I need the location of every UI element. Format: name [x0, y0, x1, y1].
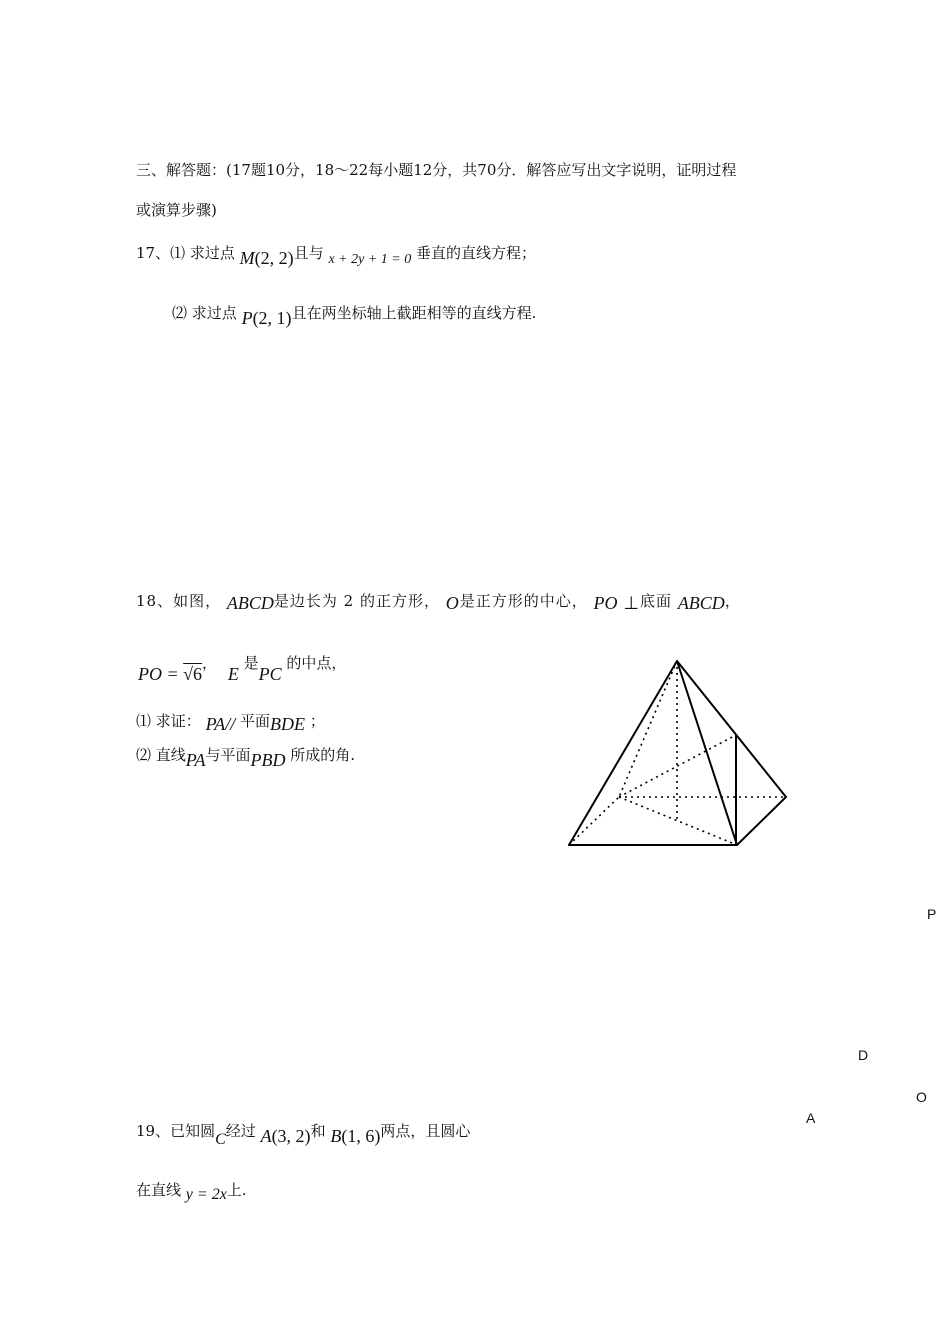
q18-shi: 是 — [243, 654, 259, 672]
q18-part1-end: ； — [309, 712, 325, 730]
q18-text-e: ， — [724, 592, 741, 610]
po-2: PO = — [138, 664, 184, 684]
edge-pa — [569, 661, 677, 845]
po-1: PO — [593, 593, 618, 613]
perp-symbol: ⊥ — [623, 593, 641, 613]
q18-comma: ， — [202, 654, 218, 672]
line-y-2x: y = 2x — [185, 1186, 227, 1203]
point-e: E — [227, 664, 239, 684]
q17-end1: 垂直的直线方程； — [416, 244, 537, 262]
plane-pbd: PBD — [250, 750, 286, 770]
q18-part1-plane: 平面 — [240, 712, 271, 730]
q18-prefix: 18、如图， — [136, 592, 222, 610]
q19-line1 — [136, 1120, 471, 1148]
plane-bde: BDE — [270, 714, 306, 734]
section-header-line2: 或演算步骤) — [136, 201, 217, 219]
abcd-1: ABCD — [226, 593, 274, 613]
coords-m: (2, 2) — [254, 248, 294, 268]
hidden-diagonal-dc — [619, 797, 737, 845]
segment-pc: PC — [258, 664, 282, 684]
section-header-line1: 三、解答题：(17题10分，18～22每小题12分，共70分．解答应写出文字说明，证明过程 — [136, 161, 737, 179]
q18-part1-prefix: ⑴ 求证： — [136, 712, 201, 730]
q19-he: 和 — [310, 1122, 326, 1140]
coords-p: (2, 1) — [252, 308, 292, 328]
point-b: B — [330, 1126, 342, 1146]
label-d: D — [858, 1047, 869, 1063]
hidden-edge-pd — [619, 661, 677, 797]
q19-line2 — [136, 1180, 247, 1201]
edge-pc — [677, 661, 737, 845]
point-m: M — [239, 248, 255, 268]
coords-a: (3, 2) — [271, 1126, 311, 1146]
q18-part2-mid: 与平面 — [205, 746, 251, 764]
q19-jingguo: 经过 — [225, 1122, 256, 1140]
edge-cb — [737, 797, 786, 845]
q18-part2-prefix: ⑵ 直线 — [136, 746, 186, 764]
line-pa: PA — [185, 750, 206, 770]
q18-text-d: 底面 — [640, 592, 673, 610]
coords-b: (1, 6) — [341, 1126, 381, 1146]
q17-part2-prefix: ⑵ 求过点 — [172, 304, 237, 322]
q18-part2-end: 所成的角. — [290, 746, 356, 764]
sqrt-6: √6 — [183, 664, 203, 684]
q17-end2: 且在两坐标轴上截距相等的直线方程. — [291, 304, 537, 322]
q18-text-c: 是正方形的中心， — [459, 592, 588, 610]
q19-end: 两点，且圆心 — [380, 1122, 471, 1140]
line-equation: x + 2y + 1 = 0 — [328, 252, 412, 267]
abcd-2: ABCD — [677, 593, 725, 613]
label-a: A — [806, 1110, 816, 1126]
q19-line2-end: 上. — [226, 1181, 247, 1199]
pa-parallel: PA// — [205, 714, 236, 734]
q17-prefix: 17、⑴ 求过点 — [136, 244, 235, 262]
q19-prefix: 19、已知圆 — [136, 1122, 216, 1140]
circle-c: C — [215, 1131, 226, 1148]
q18-text-b: 是边长为 2 的正方形， — [273, 592, 440, 610]
label-p: P — [927, 906, 937, 922]
center-o: O — [445, 593, 460, 613]
point-p: P — [241, 308, 253, 328]
point-a: A — [260, 1126, 272, 1146]
q18-line2-end: 的中点， — [286, 654, 347, 672]
edge-pb — [677, 661, 786, 797]
q19-line2-prefix: 在直线 — [136, 1181, 182, 1199]
q17-mid: 且与 — [293, 244, 324, 262]
label-o: O — [916, 1089, 927, 1105]
